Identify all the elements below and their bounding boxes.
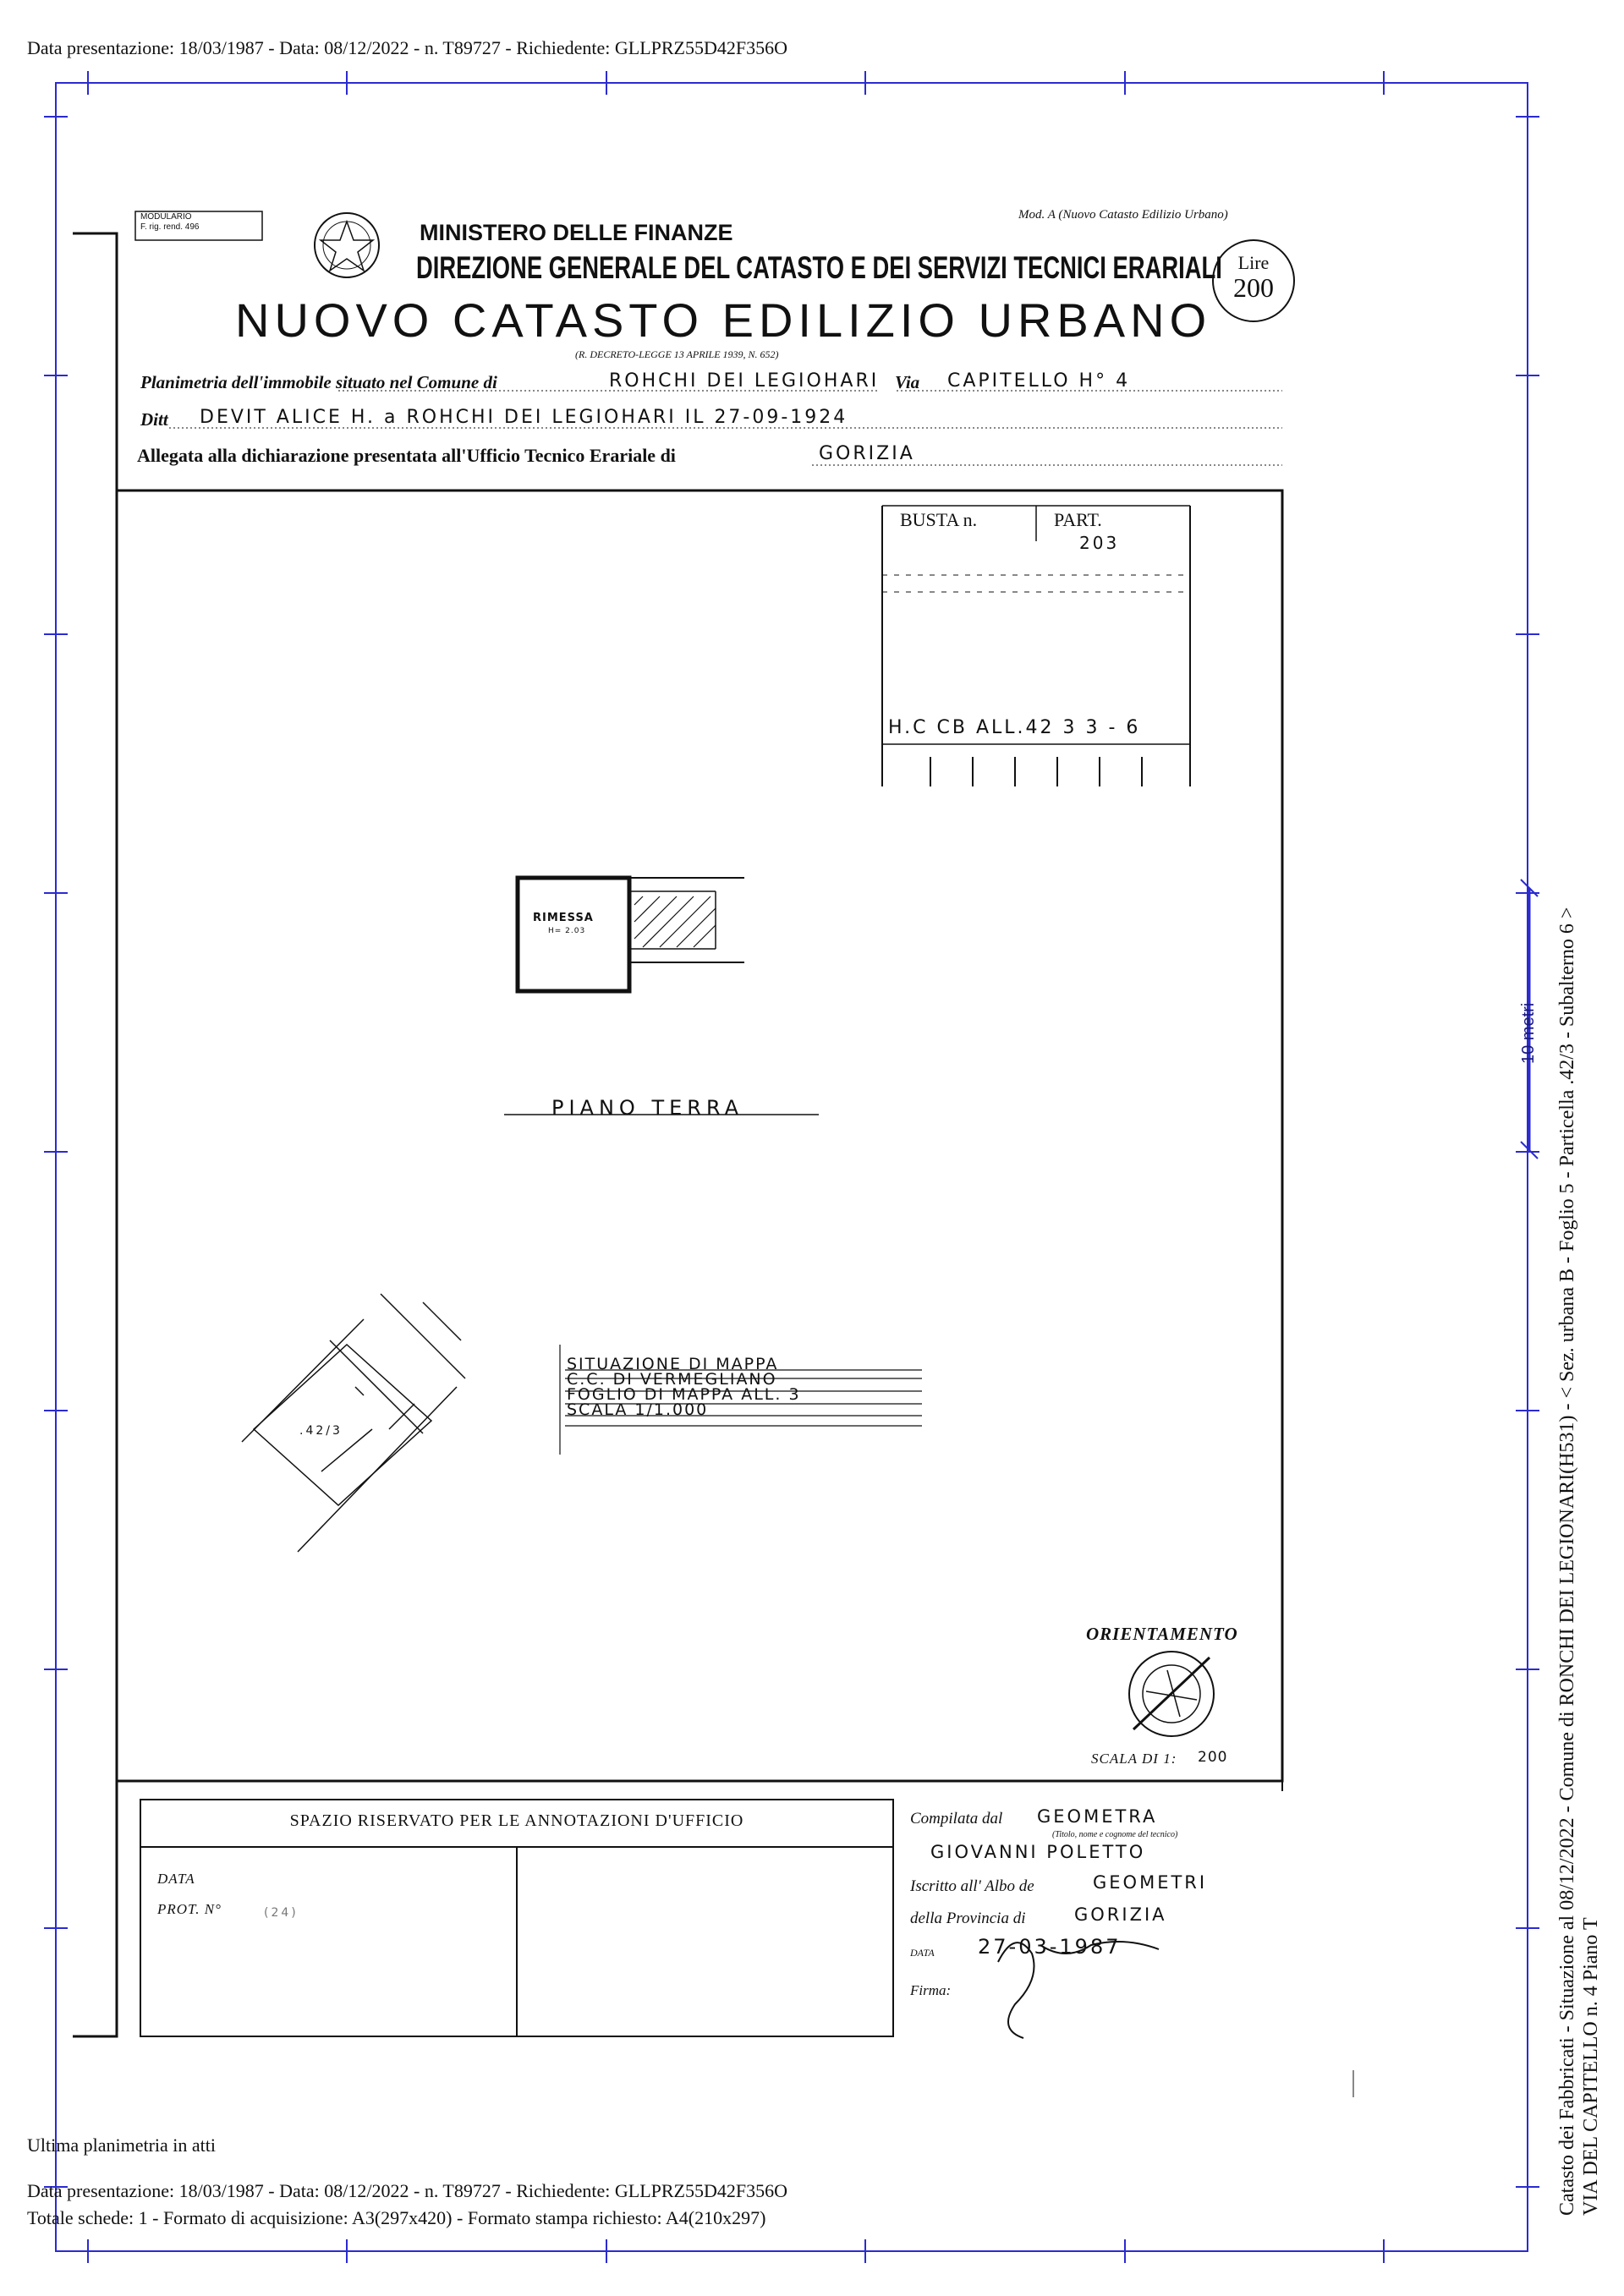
busta-label: BUSTA n. [900, 509, 978, 530]
provincia-value: GORIZIA [1074, 1904, 1167, 1925]
modulario-stamp [140, 212, 199, 233]
modulario-line1: MODULARIO [140, 212, 192, 222]
annotazioni-data-label: DATA [157, 1871, 195, 1887]
annotazioni-prot-label: PROT. N° [157, 1901, 222, 1917]
room-height: H= 2.03 [548, 927, 586, 935]
document-title: NUOVO CATASTO EDILIZIO URBANO [235, 293, 1212, 347]
compilata-data-label: DATA [910, 1947, 935, 1959]
via-label: Via [895, 372, 920, 392]
scala-label: SCALA DI 1: [1091, 1751, 1177, 1767]
allegata-label: Allegata alla dichiarazione presentata all'Ufficio Tecnico Erariale di [137, 445, 676, 466]
part-value: 203 [1079, 533, 1120, 553]
scala-value: 200 [1198, 1749, 1228, 1766]
decree-reference: (R. DECRETO-LEGGE 13 APRILE 1939, N. 652) [575, 348, 779, 360]
albo-label: Iscritto all' Albo de [910, 1877, 1034, 1895]
footer-ultima: Ultima planimetria in atti [27, 2134, 216, 2156]
room-label: RIMESSA [533, 912, 594, 924]
header-request-info: Data presentazione: 18/03/1987 - Data: 08/12/2022 - n. T89727 - Richiedente: GLLPRZ55D42F356O [27, 37, 787, 58]
part-label: PART. [1054, 509, 1102, 530]
compilata-label: Compilata dal [910, 1810, 1003, 1827]
floor-label: PIANO TERRA [551, 1096, 744, 1120]
ref-value: H.C CB ALL.42 3 3 - 6 [888, 717, 1141, 738]
compilata-name: GIOVANNI POLETTO [930, 1842, 1146, 1862]
firma-label: Firma: [910, 1982, 952, 1998]
ditt-value: DEVIT ALICE H. a ROHCHI DEI LEGIOHARI IL 27-09-1924 [200, 407, 848, 428]
lire-value: 200 [1233, 272, 1274, 303]
situazione-line4: SCALA 1/1.000 [567, 1400, 709, 1419]
annotazioni-title: SPAZIO RISERVATO PER LE ANNOTAZIONI D'UFFICIO [289, 1811, 744, 1830]
situazione-line3: FOGLIO DI MAPPA ALL. 3 [567, 1385, 801, 1404]
direction-title: DIREZIONE GENERALE DEL CATASTO E DEI SERVIZI TECNICI ERARIALI [416, 250, 1222, 285]
comune-value: ROHCHI DEI LEGIOHARI [609, 370, 880, 392]
situazione-line2: C.C. DI VERMEGLIANO [567, 1370, 777, 1389]
situazione-block [567, 1356, 801, 1417]
situazione-line1: SITUAZIONE DI MAPPA [567, 1355, 779, 1373]
albo-value: GEOMETRI [1093, 1872, 1208, 1893]
side-cadastral-info: Catasto dei Fabbricati - Situazione al 08/12/2022 - Comune di RONCHI DEI LEGIONARI(H531) - < Sez. urbana B - Foglio 5 - Particella .42/3 - Subalterno 6 > [1556, 907, 1578, 2216]
orientamento-label: ORIENTAMENTO [1086, 1624, 1238, 1644]
ditt-label: Ditt [140, 409, 168, 430]
ministry-title: MINISTERO DELLE FINANZE [420, 220, 733, 245]
compilata-data-value: 27-03-1987 [978, 1935, 1122, 1959]
mod-label: Mod. A (Nuovo Catasto Edilizio Urbano) [1018, 208, 1228, 222]
side-address: VIA DEL CAPITELLO n. 4 Piano T [1580, 1917, 1602, 2216]
map-parcel-label: .42/3 [299, 1424, 343, 1438]
compilata-value: GEOMETRA [1037, 1806, 1158, 1827]
via-value: CAPITELLO H° 4 [947, 370, 1131, 392]
modulario-line2: F. rig. rend. 496 [140, 222, 200, 232]
footer-line2: Totale schede: 1 - Formato di acquisizione: A3(297x420) - Formato stampa richiesto: A4(210x297) [27, 2207, 766, 2228]
ufficio-value: GORIZIA [819, 443, 915, 464]
annotazioni-prot-value: (24) [264, 1906, 299, 1920]
footer-line1: Data presentazione: 18/03/1987 - Data: 08/12/2022 - n. T89727 - Richiedente: GLLPRZ55D42F356O [27, 2180, 787, 2201]
scale-bar-label: 10 metri [1519, 1002, 1538, 1064]
lire-label: Lire [1237, 252, 1270, 273]
planimetria-label: Planimetria dell'immobile situato nel Comune di [140, 372, 497, 392]
provincia-label: della Provincia di [910, 1910, 1026, 1927]
compilata-note: (Titolo, nome e cognome del tecnico) [1052, 1830, 1178, 1839]
